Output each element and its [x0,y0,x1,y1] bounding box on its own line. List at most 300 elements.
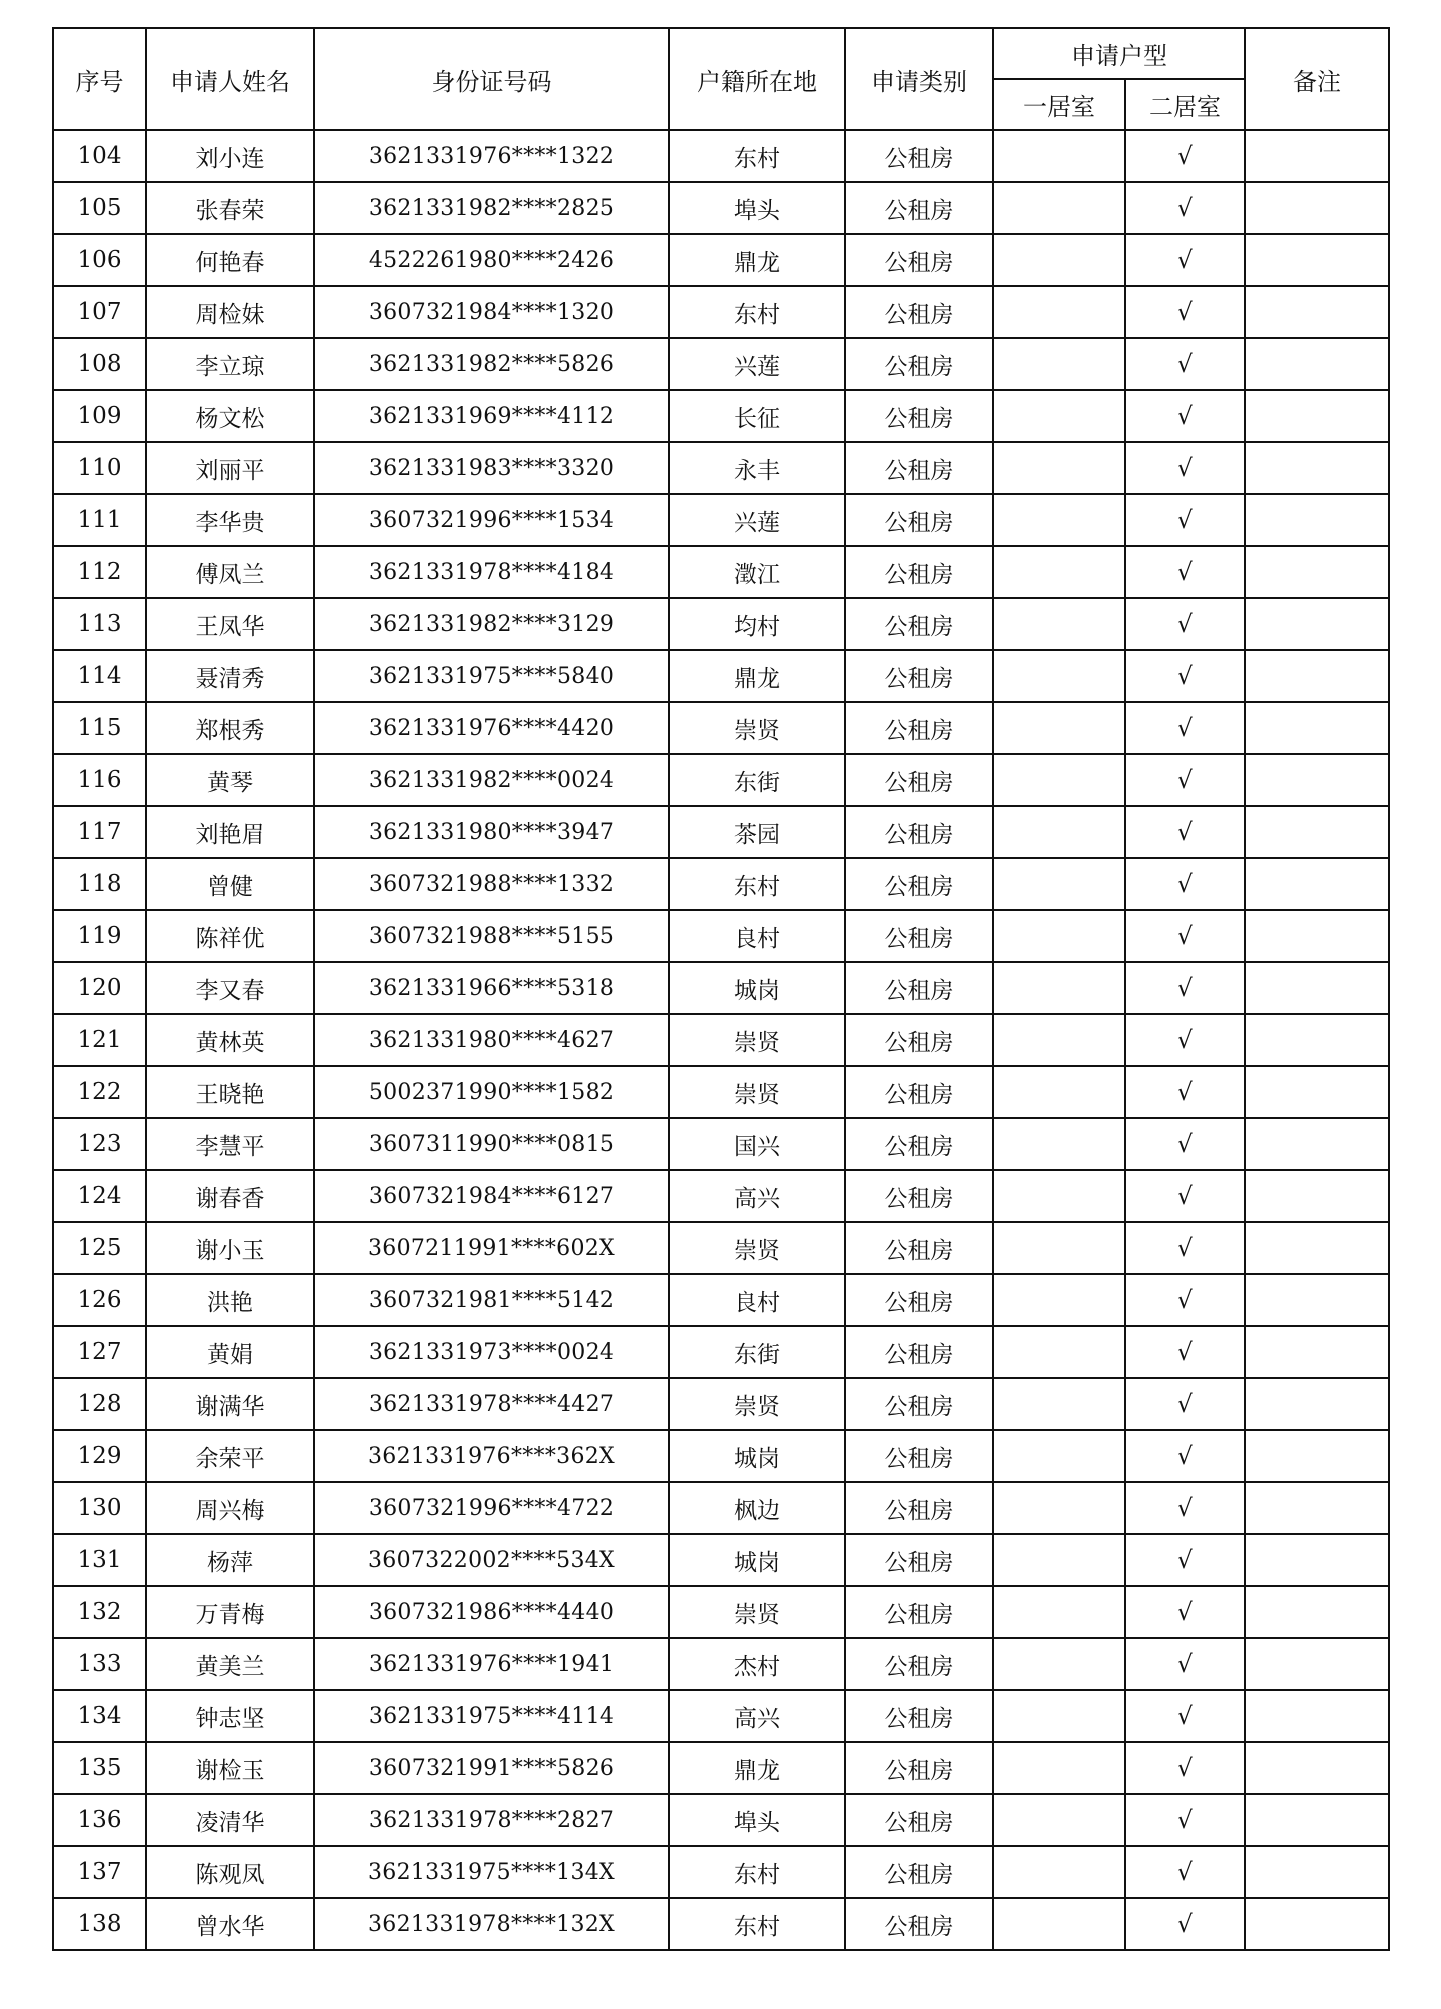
cell-seq: 107 [53,286,146,338]
cell-hukou: 国兴 [669,1118,845,1170]
cell-seq: 120 [53,962,146,1014]
cell-name: 李又春 [146,962,314,1014]
cell-hukou: 埠头 [669,182,845,234]
cell-seq: 104 [53,130,146,182]
cell-name: 王凤华 [146,598,314,650]
cell-two-room-check: √ [1125,286,1245,338]
cell-hukou: 均村 [669,598,845,650]
cell-two-room-check: √ [1125,598,1245,650]
cell-remark [1245,1794,1389,1846]
cell-category: 公租房 [845,1846,993,1898]
cell-name: 谢小玉 [146,1222,314,1274]
cell-two-room-check: √ [1125,234,1245,286]
cell-category: 公租房 [845,1326,993,1378]
cell-id-number: 3607322002****534X [314,1534,669,1586]
cell-remark [1245,1378,1389,1430]
cell-name: 曾健 [146,858,314,910]
table-row [53,1898,1389,1950]
cell-name: 杨萍 [146,1534,314,1586]
cell-hukou: 东村 [669,1898,845,1950]
cell-seq: 133 [53,1638,146,1690]
cell-remark [1245,390,1389,442]
cell-hukou: 埠头 [669,1794,845,1846]
cell-id-number: 3607321984****6127 [314,1170,669,1222]
cell-remark [1245,1066,1389,1118]
cell-id-number: 3621331976****362X [314,1430,669,1482]
cell-one-room [993,1794,1125,1846]
cell-one-room [993,962,1125,1014]
cell-hukou: 长征 [669,390,845,442]
cell-one-room [993,1742,1125,1794]
cell-seq: 121 [53,1014,146,1066]
cell-two-room-check: √ [1125,1378,1245,1430]
cell-id-number: 3607211991****602X [314,1222,669,1274]
cell-one-room [993,182,1125,234]
cell-seq: 115 [53,702,146,754]
table-row [53,130,1389,182]
cell-two-room-check: √ [1125,1846,1245,1898]
table-row [53,1274,1389,1326]
cell-one-room [993,442,1125,494]
cell-two-room-check: √ [1125,1170,1245,1222]
table-row [53,182,1389,234]
cell-hukou: 东街 [669,754,845,806]
table-row [53,910,1389,962]
header-id: 身份证号码 [314,28,669,130]
cell-name: 黄琴 [146,754,314,806]
table-row [53,806,1389,858]
cell-remark [1245,806,1389,858]
table-row [53,1014,1389,1066]
cell-id-number: 3621331973****0024 [314,1326,669,1378]
cell-seq: 116 [53,754,146,806]
cell-seq: 129 [53,1430,146,1482]
cell-category: 公租房 [845,1014,993,1066]
cell-two-room-check: √ [1125,1534,1245,1586]
header-one-room: 一居室 [993,79,1125,130]
cell-two-room-check: √ [1125,1638,1245,1690]
table-row [53,702,1389,754]
cell-category: 公租房 [845,338,993,390]
cell-id-number: 3621331982****0024 [314,754,669,806]
cell-category: 公租房 [845,702,993,754]
cell-category: 公租房 [845,234,993,286]
cell-hukou: 高兴 [669,1690,845,1742]
header-unit-type: 申请户型 [993,28,1245,79]
cell-one-room [993,754,1125,806]
cell-two-room-check: √ [1125,1066,1245,1118]
cell-id-number: 3621331969****4112 [314,390,669,442]
cell-seq: 114 [53,650,146,702]
cell-name: 黄娟 [146,1326,314,1378]
cell-hukou: 枫边 [669,1482,845,1534]
table-row [53,234,1389,286]
cell-one-room [993,1378,1125,1430]
table-row [53,1378,1389,1430]
table-row [53,286,1389,338]
cell-category: 公租房 [845,1690,993,1742]
cell-one-room [993,1430,1125,1482]
cell-category: 公租房 [845,1586,993,1638]
cell-remark [1245,338,1389,390]
cell-hukou: 永丰 [669,442,845,494]
cell-remark [1245,182,1389,234]
cell-name: 聂清秀 [146,650,314,702]
cell-name: 钟志坚 [146,1690,314,1742]
cell-remark [1245,1586,1389,1638]
table-row [53,1326,1389,1378]
cell-id-number: 3607321996****1534 [314,494,669,546]
cell-two-room-check: √ [1125,1222,1245,1274]
cell-id-number: 3607321988****1332 [314,858,669,910]
cell-category: 公租房 [845,286,993,338]
cell-remark [1245,910,1389,962]
cell-seq: 135 [53,1742,146,1794]
cell-seq: 122 [53,1066,146,1118]
cell-remark [1245,130,1389,182]
cell-hukou: 杰村 [669,1638,845,1690]
cell-hukou: 兴莲 [669,494,845,546]
cell-name: 杨文松 [146,390,314,442]
cell-hukou: 崇贤 [669,1586,845,1638]
cell-remark [1245,1430,1389,1482]
cell-hukou: 城岗 [669,1534,845,1586]
cell-two-room-check: √ [1125,650,1245,702]
cell-two-room-check: √ [1125,702,1245,754]
cell-seq: 119 [53,910,146,962]
cell-name: 刘小连 [146,130,314,182]
cell-id-number: 3607321991****5826 [314,1742,669,1794]
cell-remark [1245,1274,1389,1326]
cell-one-room [993,598,1125,650]
cell-category: 公租房 [845,182,993,234]
cell-name: 余荣平 [146,1430,314,1482]
table-row [53,1066,1389,1118]
cell-remark [1245,1222,1389,1274]
cell-one-room [993,234,1125,286]
cell-seq: 131 [53,1534,146,1586]
cell-seq: 123 [53,1118,146,1170]
cell-id-number: 3621331982****2825 [314,182,669,234]
cell-hukou: 高兴 [669,1170,845,1222]
cell-name: 谢春香 [146,1170,314,1222]
cell-seq: 132 [53,1586,146,1638]
applicant-table [52,27,1390,1951]
cell-two-room-check: √ [1125,1430,1245,1482]
cell-two-room-check: √ [1125,1118,1245,1170]
table-row [53,962,1389,1014]
cell-name: 王晓艳 [146,1066,314,1118]
cell-two-room-check: √ [1125,1898,1245,1950]
cell-id-number: 3621331975****4114 [314,1690,669,1742]
cell-id-number: 3621331976****4420 [314,702,669,754]
header-hukou: 户籍所在地 [669,28,845,130]
cell-hukou: 茶园 [669,806,845,858]
cell-name: 傅凤兰 [146,546,314,598]
cell-one-room [993,546,1125,598]
cell-hukou: 鼎龙 [669,650,845,702]
cell-category: 公租房 [845,1898,993,1950]
cell-name: 谢检玉 [146,1742,314,1794]
cell-two-room-check: √ [1125,1586,1245,1638]
cell-category: 公租房 [845,1794,993,1846]
cell-two-room-check: √ [1125,1274,1245,1326]
cell-one-room [993,1222,1125,1274]
table-row [53,1638,1389,1690]
cell-category: 公租房 [845,598,993,650]
cell-name: 刘艳眉 [146,806,314,858]
cell-category: 公租房 [845,1430,993,1482]
table-row [53,1586,1389,1638]
cell-id-number: 3621331982****5826 [314,338,669,390]
cell-id-number: 3621331975****134X [314,1846,669,1898]
cell-seq: 127 [53,1326,146,1378]
cell-remark [1245,754,1389,806]
cell-remark [1245,1014,1389,1066]
table-row [53,1118,1389,1170]
header-seq: 序号 [53,28,146,130]
cell-name: 陈祥优 [146,910,314,962]
cell-name: 刘丽平 [146,442,314,494]
cell-category: 公租房 [845,754,993,806]
cell-remark [1245,650,1389,702]
cell-two-room-check: √ [1125,1794,1245,1846]
cell-two-room-check: √ [1125,1482,1245,1534]
cell-id-number: 3621331978****132X [314,1898,669,1950]
cell-seq: 136 [53,1794,146,1846]
cell-hukou: 东街 [669,1326,845,1378]
cell-two-room-check: √ [1125,442,1245,494]
cell-category: 公租房 [845,1638,993,1690]
table-row [53,1690,1389,1742]
cell-remark [1245,234,1389,286]
table-row [53,1534,1389,1586]
cell-category: 公租房 [845,910,993,962]
cell-id-number: 3621331975****5840 [314,650,669,702]
cell-name: 周检妹 [146,286,314,338]
cell-hukou: 崇贤 [669,1014,845,1066]
cell-category: 公租房 [845,650,993,702]
cell-two-room-check: √ [1125,1690,1245,1742]
cell-id-number: 3607311990****0815 [314,1118,669,1170]
cell-one-room [993,1118,1125,1170]
cell-one-room [993,1898,1125,1950]
cell-category: 公租房 [845,546,993,598]
cell-two-room-check: √ [1125,1326,1245,1378]
cell-remark [1245,1742,1389,1794]
table-row [53,754,1389,806]
cell-category: 公租房 [845,1378,993,1430]
cell-remark [1245,1690,1389,1742]
cell-two-room-check: √ [1125,546,1245,598]
cell-seq: 137 [53,1846,146,1898]
cell-two-room-check: √ [1125,1742,1245,1794]
cell-remark [1245,858,1389,910]
cell-two-room-check: √ [1125,754,1245,806]
cell-hukou: 城岗 [669,1430,845,1482]
cell-id-number: 3607321984****1320 [314,286,669,338]
cell-category: 公租房 [845,442,993,494]
table-row [53,546,1389,598]
cell-name: 李慧平 [146,1118,314,1170]
cell-name: 万青梅 [146,1586,314,1638]
cell-id-number: 5002371990****1582 [314,1066,669,1118]
cell-category: 公租房 [845,806,993,858]
cell-one-room [993,1482,1125,1534]
cell-seq: 113 [53,598,146,650]
cell-one-room [993,858,1125,910]
cell-remark [1245,1898,1389,1950]
cell-name: 郑根秀 [146,702,314,754]
cell-id-number: 3607321988****5155 [314,910,669,962]
cell-id-number: 3621331978****2827 [314,1794,669,1846]
cell-one-room [993,1170,1125,1222]
cell-id-number: 3621331980****3947 [314,806,669,858]
cell-category: 公租房 [845,962,993,1014]
cell-remark [1245,598,1389,650]
cell-name: 陈观凤 [146,1846,314,1898]
cell-remark [1245,494,1389,546]
cell-two-room-check: √ [1125,910,1245,962]
cell-remark [1245,1638,1389,1690]
cell-id-number: 3621331978****4427 [314,1378,669,1430]
table-row [53,390,1389,442]
cell-one-room [993,1326,1125,1378]
cell-one-room [993,130,1125,182]
table-header [53,28,1389,130]
cell-hukou: 良村 [669,910,845,962]
cell-name: 洪艳 [146,1274,314,1326]
cell-name: 谢满华 [146,1378,314,1430]
cell-seq: 126 [53,1274,146,1326]
cell-hukou: 东村 [669,286,845,338]
table-row [53,1846,1389,1898]
cell-hukou: 东村 [669,858,845,910]
cell-hukou: 崇贤 [669,1222,845,1274]
cell-id-number: 3607321981****5142 [314,1274,669,1326]
header-name: 申请人姓名 [146,28,314,130]
cell-two-room-check: √ [1125,858,1245,910]
cell-hukou: 崇贤 [669,702,845,754]
cell-category: 公租房 [845,390,993,442]
cell-id-number: 3621331976****1322 [314,130,669,182]
cell-remark [1245,1846,1389,1898]
cell-two-room-check: √ [1125,806,1245,858]
cell-seq: 112 [53,546,146,598]
cell-seq: 134 [53,1690,146,1742]
cell-two-room-check: √ [1125,494,1245,546]
cell-id-number: 3621331966****5318 [314,962,669,1014]
cell-name: 黄林英 [146,1014,314,1066]
cell-remark [1245,1170,1389,1222]
cell-seq: 138 [53,1898,146,1950]
cell-hukou: 良村 [669,1274,845,1326]
cell-hukou: 澂江 [669,546,845,598]
cell-two-room-check: √ [1125,130,1245,182]
table-row [53,858,1389,910]
cell-hukou: 鼎龙 [669,234,845,286]
cell-category: 公租房 [845,130,993,182]
cell-hukou: 城岗 [669,962,845,1014]
cell-remark [1245,1118,1389,1170]
cell-one-room [993,390,1125,442]
table-body [53,130,1389,1950]
cell-seq: 125 [53,1222,146,1274]
cell-one-room [993,286,1125,338]
cell-remark [1245,702,1389,754]
cell-hukou: 崇贤 [669,1378,845,1430]
cell-seq: 108 [53,338,146,390]
cell-remark [1245,1534,1389,1586]
cell-hukou: 鼎龙 [669,1742,845,1794]
cell-id-number: 3621331976****1941 [314,1638,669,1690]
table-row [53,442,1389,494]
table-row [53,1742,1389,1794]
cell-one-room [993,338,1125,390]
header-remark: 备注 [1245,28,1389,130]
cell-seq: 118 [53,858,146,910]
table-row [53,1794,1389,1846]
cell-category: 公租房 [845,858,993,910]
cell-id-number: 3621331982****3129 [314,598,669,650]
cell-id-number: 3607321996****4722 [314,1482,669,1534]
table-row [53,338,1389,390]
cell-two-room-check: √ [1125,962,1245,1014]
cell-id-number: 3621331978****4184 [314,546,669,598]
cell-category: 公租房 [845,1222,993,1274]
table-row [53,598,1389,650]
cell-one-room [993,1638,1125,1690]
cell-two-room-check: √ [1125,182,1245,234]
cell-two-room-check: √ [1125,1014,1245,1066]
table-row [53,494,1389,546]
cell-name: 李立琼 [146,338,314,390]
cell-seq: 130 [53,1482,146,1534]
cell-seq: 117 [53,806,146,858]
cell-remark [1245,442,1389,494]
cell-name: 曾水华 [146,1898,314,1950]
cell-category: 公租房 [845,1482,993,1534]
cell-category: 公租房 [845,1534,993,1586]
cell-remark [1245,546,1389,598]
cell-remark [1245,962,1389,1014]
table-row [53,1482,1389,1534]
cell-name: 凌清华 [146,1794,314,1846]
cell-category: 公租房 [845,1066,993,1118]
table-row [53,650,1389,702]
cell-category: 公租房 [845,1118,993,1170]
header-category: 申请类别 [845,28,993,130]
table-row [53,1430,1389,1482]
cell-remark [1245,286,1389,338]
cell-name: 张春荣 [146,182,314,234]
cell-hukou: 东村 [669,130,845,182]
cell-category: 公租房 [845,494,993,546]
header-two-room: 二居室 [1125,79,1245,130]
cell-name: 周兴梅 [146,1482,314,1534]
cell-seq: 106 [53,234,146,286]
cell-one-room [993,1274,1125,1326]
cell-one-room [993,702,1125,754]
table-row [53,1222,1389,1274]
cell-name: 李华贵 [146,494,314,546]
cell-hukou: 崇贤 [669,1066,845,1118]
cell-hukou: 东村 [669,1846,845,1898]
cell-id-number: 4522261980****2426 [314,234,669,286]
cell-one-room [993,1014,1125,1066]
cell-one-room [993,1586,1125,1638]
cell-category: 公租房 [845,1742,993,1794]
